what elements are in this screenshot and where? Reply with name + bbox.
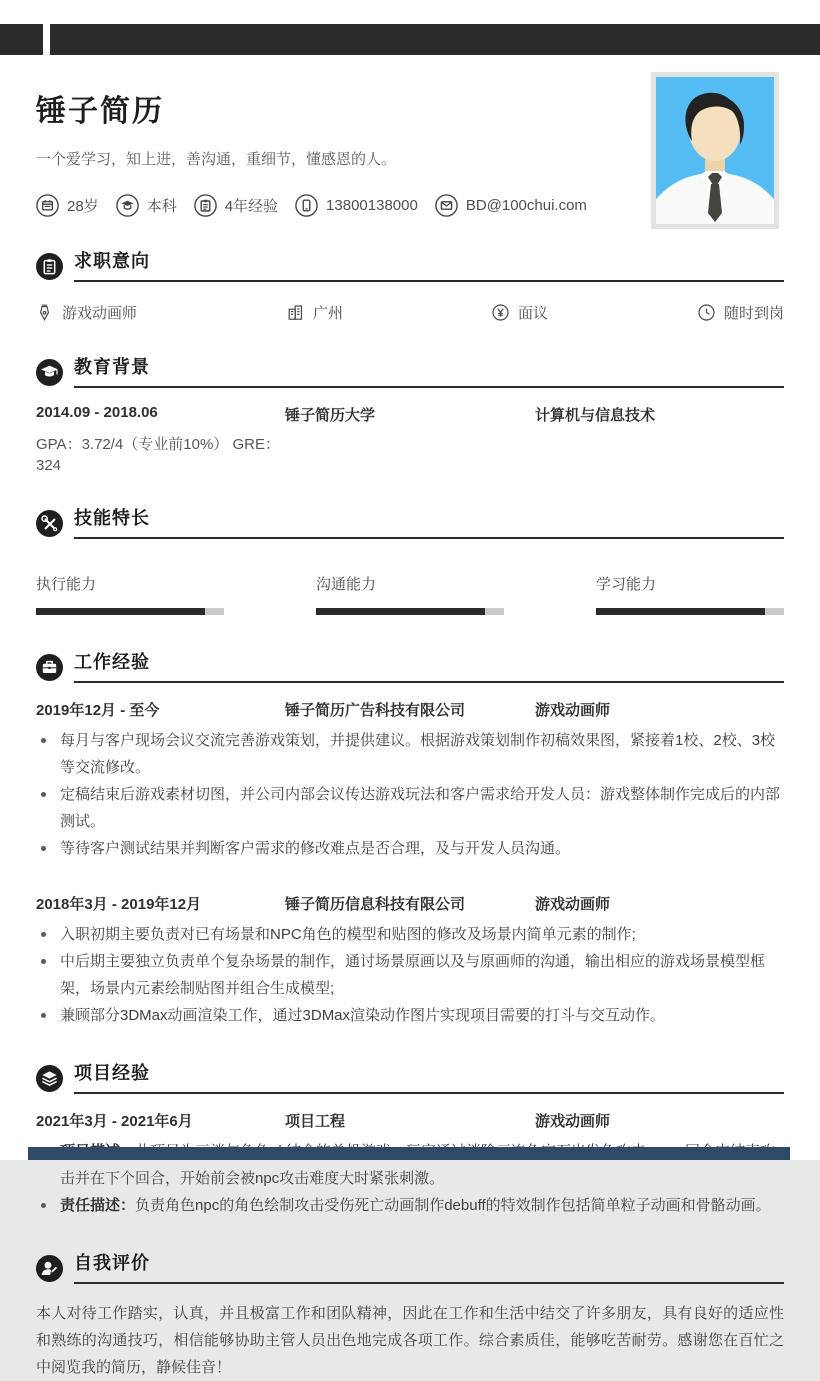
work-title: 工作经验 [74, 652, 150, 672]
skill-label: 沟通能力 [316, 576, 377, 593]
skill-label: 学习能力 [596, 576, 657, 593]
work-underline [74, 648, 784, 683]
education-title: 教育背景 [74, 357, 150, 377]
education-period: 2014.09 - 2018.06 [36, 404, 158, 421]
skill-bar-fill [36, 608, 205, 615]
job-intention-title: 求职意向 [74, 251, 150, 271]
project-bullet-text: 击并在下个回合，开始前会被npc攻击难度大时紧张刺激。 [60, 1170, 445, 1187]
education-meta-row [36, 404, 784, 425]
availability-text: 随时到岗 [724, 305, 785, 322]
phone-info [295, 194, 418, 217]
project-bullet [36, 1192, 784, 1219]
work-bullet-list [36, 727, 784, 862]
footer-decor-bar [28, 1147, 790, 1160]
tagline: 一个爱学习，知上进，善沟通，重细节，懂感恩的人。 [36, 151, 397, 168]
tools-icon [36, 510, 63, 537]
skill-bar-fill [596, 608, 765, 615]
skill-item [596, 573, 784, 615]
work-bullet: 等待客户测试结果并判断客户需求的修改难点是否合理，及与开发人员沟通。 [36, 835, 784, 862]
basic-info-row [36, 194, 784, 217]
skill-item [36, 573, 224, 615]
education-heading [36, 353, 784, 388]
section-work [36, 648, 784, 1029]
target-role [36, 302, 287, 323]
skills-underline [74, 504, 784, 539]
phone-text: 13800138000 [326, 197, 418, 214]
work-meta-row [36, 699, 784, 720]
target-role-text: 游戏动画师 [62, 305, 138, 322]
skill-bar-track [316, 608, 504, 615]
self-evaluation-underline [74, 1249, 784, 1284]
section-self-evaluation [36, 1249, 784, 1381]
work-entry [36, 699, 784, 862]
work-company: 锤子简历信息科技有限公司 [285, 896, 466, 913]
skill-label: 执行能力 [36, 576, 97, 593]
work-role: 游戏动画师 [535, 896, 611, 913]
skill-bar-track [36, 608, 224, 615]
section-education [36, 353, 784, 476]
work-bullet: 每月与客户现场会议交流完善游戏策划，并提供建议。根据游戏策划制作初稿效果图，紧接着1校、2校、3校等交流修改。 [36, 727, 784, 781]
job-intention-icon [36, 253, 63, 280]
project-role: 游戏动画师 [535, 1113, 611, 1130]
self-evaluation-heading [36, 1249, 784, 1284]
work-bullet-list [36, 921, 784, 1029]
age-text: 28岁 [67, 198, 99, 215]
experience-icon [194, 194, 217, 217]
section-job-intention [36, 247, 784, 323]
email-info [435, 194, 587, 217]
expected-salary [492, 302, 698, 323]
degree-info [116, 194, 177, 217]
calendar-icon [36, 194, 59, 217]
expected-salary-text: 面议 [518, 305, 549, 322]
section-project [36, 1059, 784, 1219]
project-bullet-label: 责任描述： [60, 1197, 136, 1214]
project-period: 2021年3月 - 2021年6月 [36, 1113, 193, 1130]
target-city-text: 广州 [313, 305, 344, 322]
work-period: 2019年12月 - 至今 [36, 702, 160, 719]
layers-icon [36, 1065, 63, 1092]
building-icon [287, 304, 304, 321]
work-bullet: 中后期主要独立负责单个复杂场景的制作，通讨场景原画以及与原画师的沟通，输出相应的游戏场景模型框架，场景内元素绘制贴图并组合生成模型; [36, 948, 784, 1002]
work-entry [36, 893, 784, 1029]
briefcase-icon [36, 654, 63, 681]
skills-heading [36, 504, 784, 539]
age-info [36, 194, 99, 217]
skill-bar-track [596, 608, 784, 615]
person-edit-icon [36, 1255, 63, 1282]
work-company: 锤子简历广告科技有限公司 [285, 702, 466, 719]
availability [698, 302, 784, 323]
project-meta-row [36, 1110, 784, 1131]
job-intention-row [36, 302, 784, 323]
project-name: 项目工程 [285, 1113, 346, 1130]
job-intention-underline [74, 247, 784, 282]
graduation-cap-icon [36, 359, 63, 386]
education-detail: GPA：3.72/4（专业前10%） GRE：324 [36, 436, 280, 474]
skills-row [36, 573, 784, 615]
degree-text: 本科 [146, 198, 177, 215]
job-intention-heading [36, 247, 784, 282]
degree-icon [116, 194, 139, 217]
education-underline [74, 353, 784, 388]
education-school: 锤子简历大学 [285, 407, 376, 424]
education-major: 计算机与信息技术 [535, 407, 656, 424]
project-title: 项目经验 [74, 1063, 150, 1083]
experience-text: 4年经验 [224, 198, 279, 215]
section-skills [36, 504, 784, 615]
work-role: 游戏动画师 [535, 702, 611, 719]
skill-bar-fill [316, 608, 485, 615]
project-underline [74, 1059, 784, 1094]
self-evaluation-title: 自我评价 [74, 1253, 150, 1273]
mail-icon [435, 194, 458, 217]
target-city [287, 302, 492, 323]
project-heading [36, 1059, 784, 1094]
work-meta-row [36, 893, 784, 914]
salary-icon [492, 304, 509, 321]
work-period: 2018年3月 - 2019年12月 [36, 896, 202, 913]
experience-info [194, 194, 278, 217]
candidate-name: 锤子简历 [36, 95, 164, 128]
project-bullet-text: 负责角色npc的角色绘制攻击受伤死亡动画制作debuff的特效制作包括简单粒子动画和骨骼动画。 [135, 1197, 771, 1214]
phone-icon [295, 194, 318, 217]
clock-icon [698, 304, 715, 321]
skills-title: 技能特长 [74, 508, 150, 528]
skill-item [316, 573, 504, 615]
work-bullet: 入职初期主要负责对已有场景和NPC角色的模型和贴图的修改及场景内简单元素的制作; [36, 921, 784, 948]
email-text: BD@100chui.com [465, 197, 587, 214]
self-evaluation-text: 本人对待工作踏实，认真，并且极富工作和团队精神，因此在工作和生活中结交了许多朋友，具有良好的适应性和熟练的沟通技巧，相信能够协助主管人员出色地完成各项工作。综合素质佳，能够吃苦耐劳。感谢您在百忙之中阅览我的简历，静候佳音！ [36, 1305, 784, 1376]
work-bullet: 定稿结束后游戏素材切图，并公司内部会议传达游戏玩法和客户需求给开发人员：游戏整体制作完成后的内部测试。 [36, 781, 784, 835]
work-heading [36, 648, 784, 683]
work-bullet: 兼顾部分3DMax动画渲染工作，通过3DMax渲染动作图片实现项目需要的打斗与交互动作。 [36, 1002, 784, 1029]
pen-nib-icon [36, 304, 53, 321]
